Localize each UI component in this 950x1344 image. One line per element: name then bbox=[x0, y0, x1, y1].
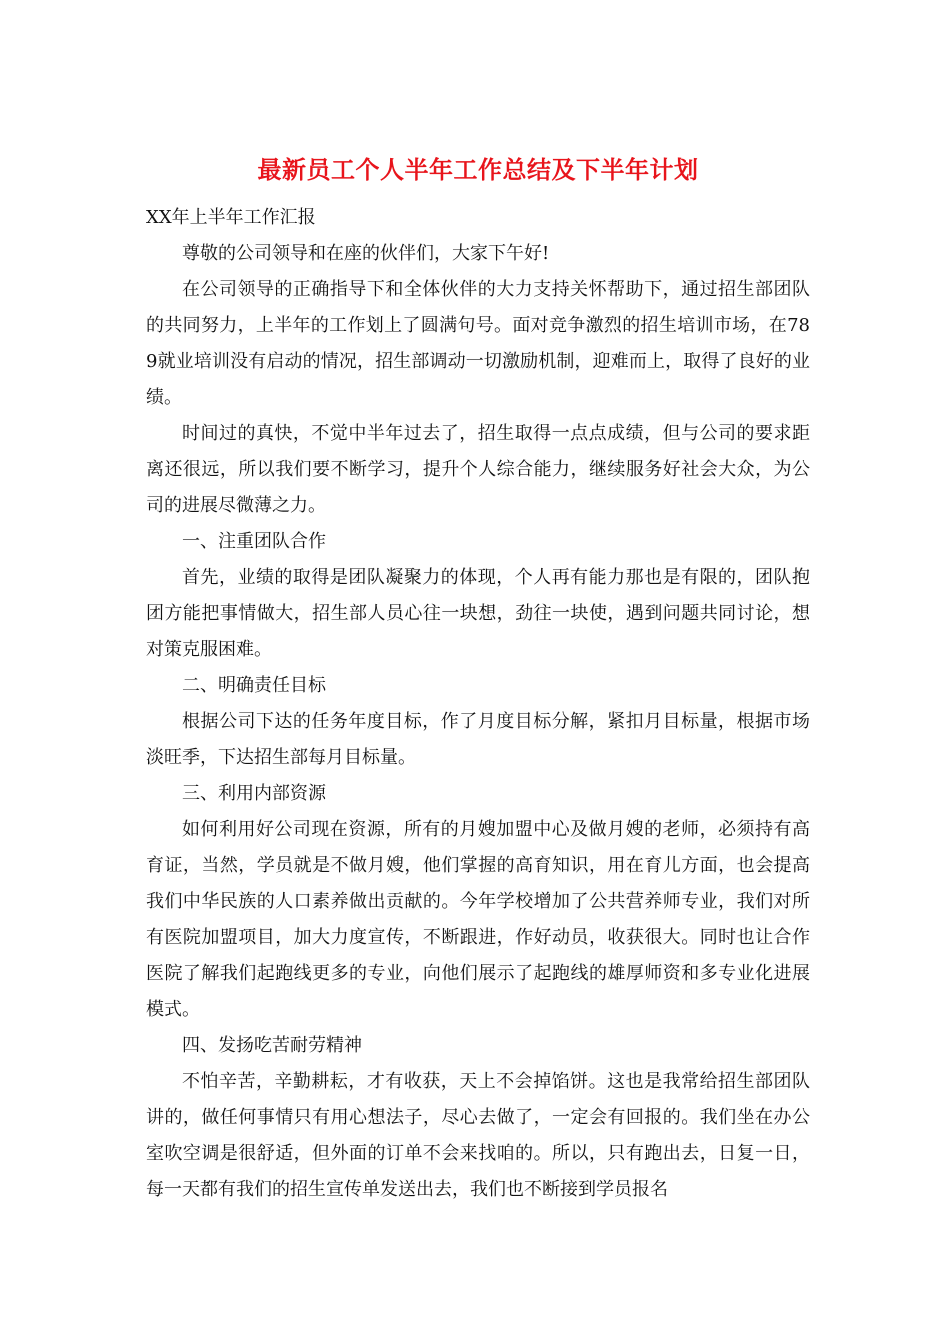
paragraph-hard-work: 不怕辛苦，辛勤耕耘，才有收获，天上不会掉馅饼。这也是我常给招生部团队讲的，做任何事情只有用心想法子，尽心去做了，一定会有回报的。我们坐在办公室吹空调是很舒适，但外面的订单不会来找咱的。所以，只有跑出去，日复一日，每一天都有我们的招生宣传单发送出去，我们也不断接到学员报名 bbox=[146, 1071, 810, 1200]
paragraph-intro: 在公司领导的正确指导下和全体伙伴的大力支持关怀帮助下，通过招生部团队的共同努力，上半年的工作划上了圆满句号。面对竞争激烈的招生培训市场，在789就业培训没有启动的情况，招生部调动一切激励机制，迎难而上，取得了良好的业绩。 bbox=[146, 279, 810, 408]
paragraph-teamwork: 首先，业绩的取得是团队凝聚力的体现，个人再有能力那也是有限的，团队抱团方能把事情做大，招生部人员心往一块想，劲往一块使，遇到问题共同讨论，想对策克服困难。 bbox=[146, 567, 810, 660]
paragraph-greeting: 尊敬的公司领导和在座的伙伴们，大家下午好! bbox=[182, 243, 550, 264]
document-title: 最新员工个人半年工作总结及下半年计划 bbox=[257, 155, 699, 184]
paragraph-goals: 根据公司下达的任务年度目标，作了月度目标分解，紧扣月目标量，根据市场淡旺季，下达招生部每月目标量。 bbox=[146, 711, 810, 768]
section-heading-goals: 二、明确责任目标 bbox=[182, 675, 326, 696]
section-heading-resources: 三、利用内部资源 bbox=[182, 783, 326, 804]
section-heading-teamwork: 一、注重团队合作 bbox=[182, 531, 326, 552]
paragraph-resources: 如何利用好公司现在资源，所有的月嫂加盟中心及做月嫂的老师，必须持有高育证，当然，学员就是不做月嫂，他们掌握的高育知识，用在育儿方面，也会提高我们中华民族的人口素养做出贡献的。今年学校增加了公共营养师专业，我们对所有医院加盟项目，加大力度宣传，不断跟进，作好动员，收获很大。同时也让合作医院了解我们起跑线更多的专业，向他们展示了起跑线的雄厚师资和多专业化进展模式。 bbox=[146, 819, 810, 1020]
document-subtitle: XX年上半年工作汇报 bbox=[146, 207, 316, 228]
document-page bbox=[146, 150, 810, 1208]
paragraph-reflection: 时间过的真快，不觉中半年过去了，招生取得一点点成绩，但与公司的要求距离还很远，所以我们要不断学习，提升个人综合能力，继续服务好社会大众，为公司的进展尽微薄之力。 bbox=[146, 423, 810, 516]
section-heading-hard-work: 四、发扬吃苦耐劳精神 bbox=[182, 1035, 362, 1056]
